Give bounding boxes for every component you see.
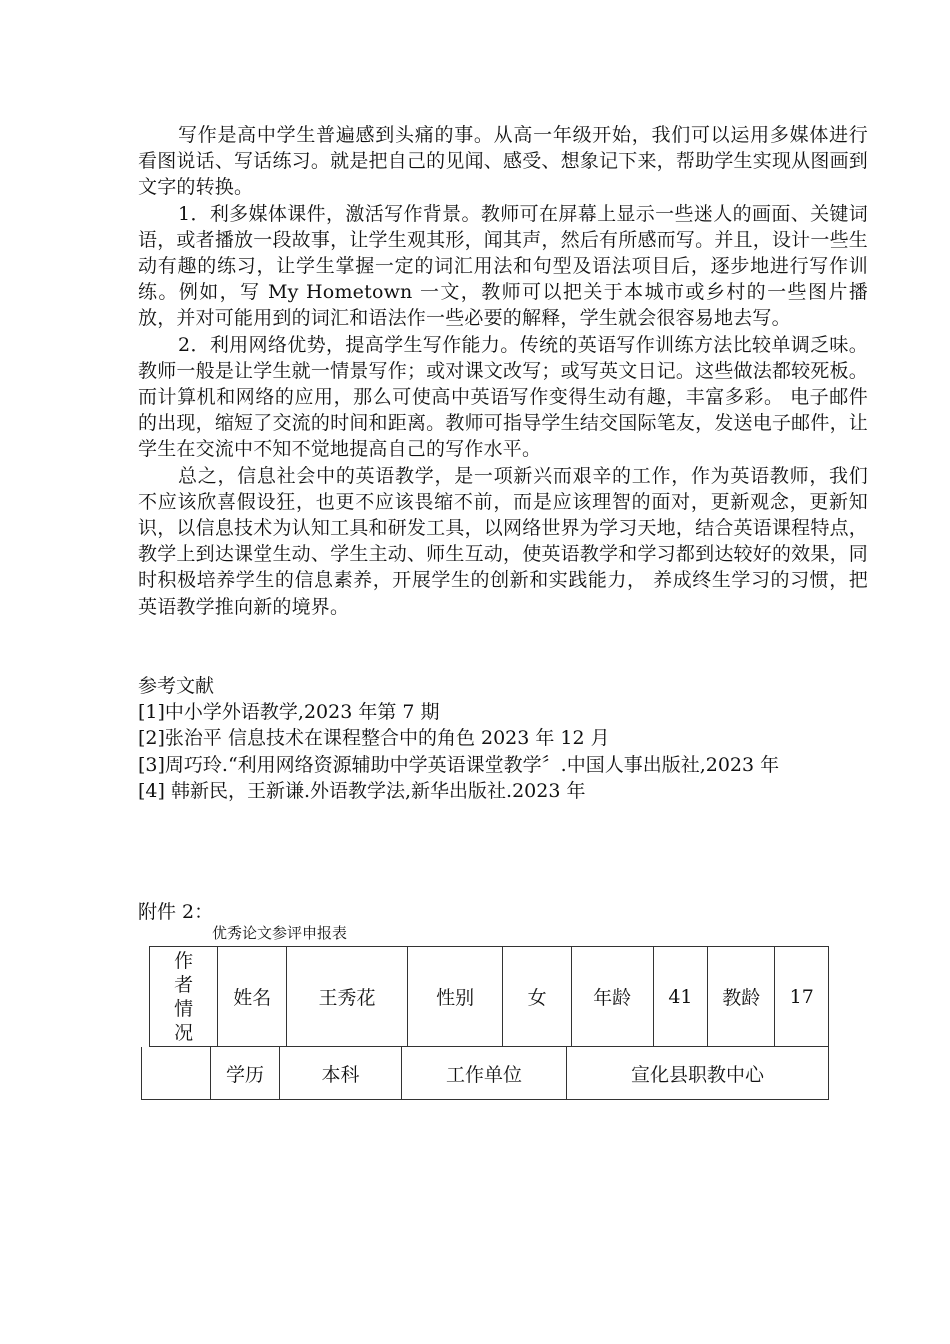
form-title: 优秀论文参评申报表 <box>212 924 348 942</box>
reference-item: [4] 韩新民，王新谦.外语教学法,新华出版社.2023 年 <box>138 779 586 802</box>
paragraph: 总之，信息社会中的英语教学，是一项新兴而艰辛的工作，作为英语教师，我们不应该欣喜假设狂，也更不应该畏缩不前，而是应该理智的面对，更新观念，更新知识，以信息技术为认知工具和研发工具，以网络世界为学习天地，结合英语课程特点，教学上到达课堂生动、学生主动、师生互动，使英语教学和学习都到达较好的效果，同时积极培养学生的信息素养，开展学生的创新和实践能力， 养成终生学习的习惯，把英语教学推向新的境界。 <box>138 464 868 618</box>
reference-item: [1]中小学外语教学,2023 年第 7 期 <box>138 701 440 724</box>
body-text <box>138 122 868 620</box>
age-value: 41 <box>653 947 708 1047</box>
name-value: 王秀花 <box>287 947 407 1047</box>
name-label: 姓名 <box>218 947 287 1047</box>
author-info-table-row2 <box>141 1047 829 1100</box>
paragraph: 1．利多媒体课件，激活写作背景。教师可在屏幕上显示一些迷人的画面、关键词语，或者播放一段故事，让学生观其形，闻其声，然后有所感而写。并且，设计一些生动有趣的练习，让学生掌握一定的词汇用法和句型及语法项目后，逐步地进行写作训练。例如，写 My Hometown 一文，教师可以把关于本城市或乡村的一些图片播放，并对可能用到的词汇和语法作一些必要的解释，学生就会很容易地去写。 <box>138 202 868 330</box>
education-value: 本科 <box>280 1047 402 1100</box>
gender-label: 性别 <box>407 947 503 1047</box>
reference-item: [2]张治平 信息技术在课程整合中的角色 2023 年 12 月 <box>138 727 610 750</box>
empty-cell <box>142 1047 211 1100</box>
references-heading: 参考文献 <box>138 675 215 697</box>
attachment-label: 附件 2： <box>138 901 214 923</box>
workplace-value: 宣化县职教中心 <box>567 1047 829 1100</box>
paragraph: 写作是高中学生普遍感到头痛的事。从高一年级开始，我们可以运用多媒体进行看图说话、写话练习。就是把自己的见闻、感受、想象记下来，帮助学生实现从图画到文字的转换。 <box>138 124 868 199</box>
author-section-label: 作 者 情 况 <box>150 947 218 1047</box>
paragraph: 2．利用网络优势，提高学生写作能力。传统的英语写作训练方法比较单调乏味。教师一般是让学生就一情景写作；或对课文改写；或写英文日记。这些做法都较死板。而计算机和网络的应用，那么可使高中英语写作变得生动有趣，丰富多彩。 电子邮件的出现，缩短了交流的时间和距离。教师可指导学生结交国际笔友，发送电子邮件，让学生在交流中不知不觉地提高自己的写作水平。 <box>138 333 868 461</box>
reference-item: [3]周巧玲.“利用网络资源辅助中学英语课堂教学〞.中国人事出版社,2023 年 <box>138 753 780 776</box>
age-label: 年龄 <box>571 947 653 1047</box>
teaching-years-value: 17 <box>775 947 829 1047</box>
gender-value: 女 <box>503 947 571 1047</box>
author-info-table-row1 <box>149 946 829 1047</box>
education-label: 学历 <box>211 1047 280 1100</box>
references-section <box>138 673 868 804</box>
teaching-years-label: 教龄 <box>708 947 775 1047</box>
workplace-label: 工作单位 <box>402 1047 567 1100</box>
